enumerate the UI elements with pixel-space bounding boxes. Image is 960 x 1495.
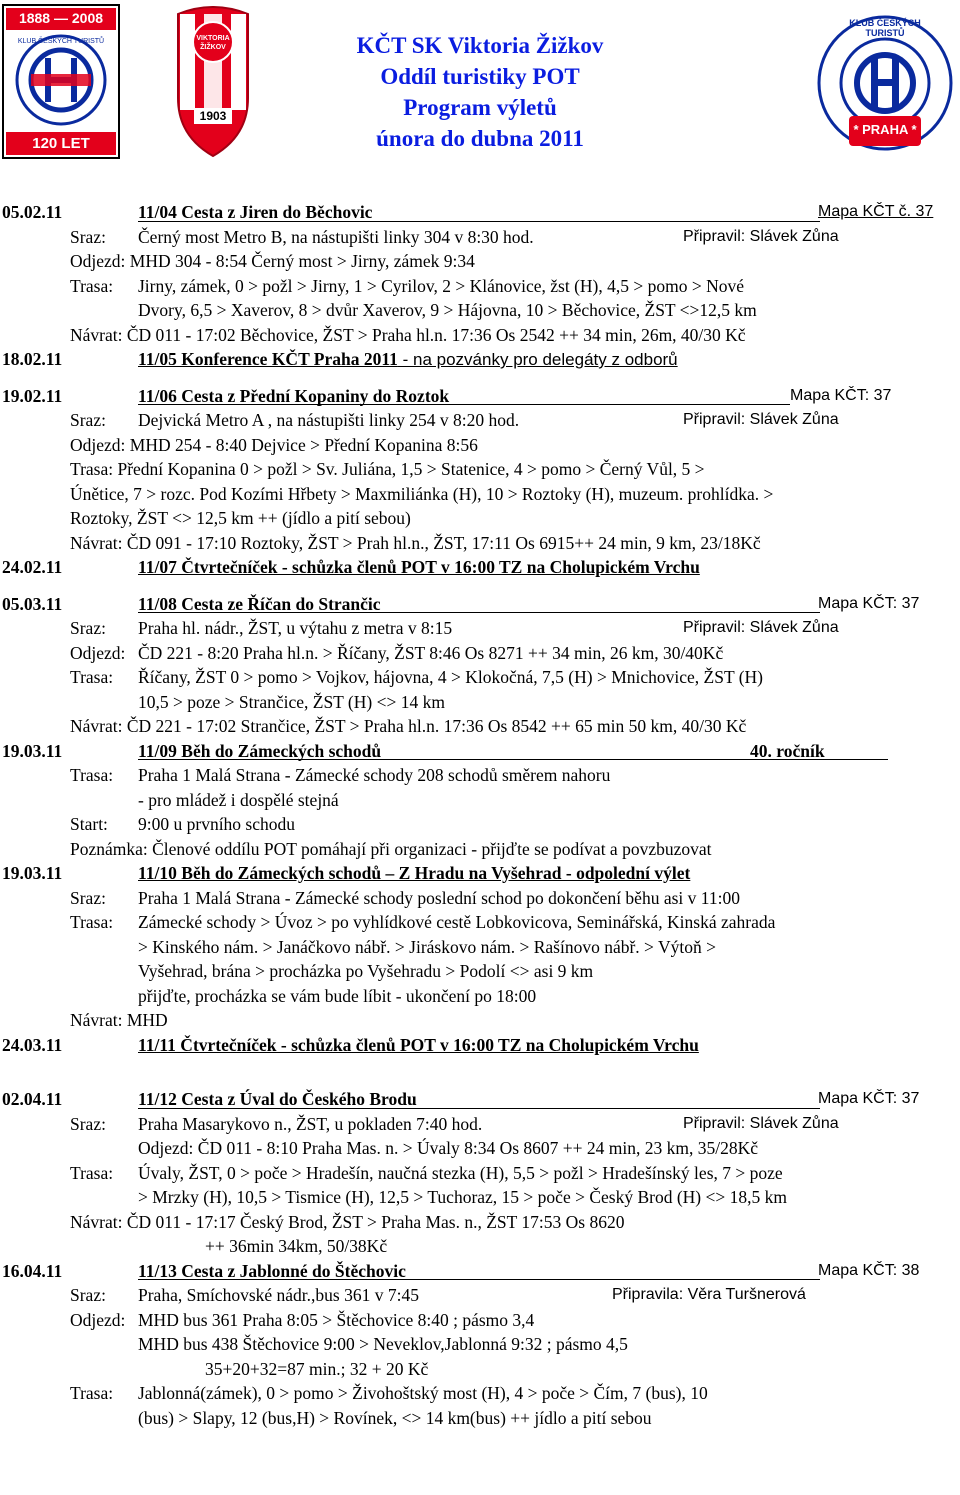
route-row — [0, 910, 960, 935]
route-row — [0, 763, 960, 788]
departure-text: 35+20+32=87 min.; 32 + 20 Kč — [205, 1358, 429, 1379]
header-club-name: KČT SK Viktoria Žižkov — [356, 33, 604, 58]
map-reference: Mapa KČT: 37 — [818, 594, 920, 612]
meeting-row — [0, 616, 960, 641]
return-row — [0, 1234, 960, 1259]
spacer — [0, 1057, 960, 1087]
prepared-by: Připravil: Slávek Zůna — [683, 227, 839, 245]
return-text: ++ 36min 34km, 50/38Kč — [205, 1236, 388, 1256]
trip-date: 18.02.11 — [2, 349, 63, 369]
route-row — [0, 1406, 960, 1431]
prepared-by: Připravil: Slávek Zůna — [683, 411, 839, 428]
meeting-place: Praha Masarykovo n., ŽST, u pokladen 7:40 hod. — [138, 1113, 483, 1134]
route-text: > Mrzky (H), 10,5 > Tismice (H), 12,5 > Tuchoraz, 15 > poče > Český Brod (H) <> 18,5 km — [138, 1187, 787, 1207]
trip-title-row — [0, 384, 960, 409]
route-row — [0, 788, 960, 813]
departure-row — [0, 433, 960, 458]
header-section-name: Oddíl turistiky POT — [380, 64, 580, 89]
note-row — [0, 837, 960, 862]
route-row — [0, 482, 960, 507]
return-row — [0, 1008, 960, 1033]
route-text: Úvaly, ŽST, 0 > poče > Hradešín, naučná stezka (H), 5,5 > požl > Hradešínský les, 7 > poze — [138, 1162, 783, 1183]
meeting-label: Sraz: — [70, 1113, 106, 1134]
return-text: Návrat: ČD 221 - 17:02 Strančice, ŽST > Praha hl.n. 17:36 Os 8542 ++ 65 min 50 km, 40/30 Kč — [70, 716, 747, 736]
return-text: Návrat: ČD 011 - 17:02 Běchovice, ŽST > Praha hl.n. 17:36 Os 2542 ++ 34 min, 26m, 40/30 Kč — [70, 324, 746, 345]
viktoria-zizkov-crest-logo — [170, 6, 256, 160]
prepared-by: Připravila: Věra Turšnerová — [612, 1286, 806, 1303]
trip-date: 05.03.11 — [2, 593, 63, 614]
route-row — [0, 1185, 960, 1210]
route-text: Roztoky, ŽST <> 12,5 km ++ (jídlo a pití sebou) — [70, 508, 411, 528]
start-label: Start: — [70, 814, 108, 834]
logo-club-text: KLUB ČESKÝCH TURISTŮ — [17, 38, 105, 45]
departure-row — [0, 1332, 960, 1357]
prepared-by: Připravil: Slávek Zůna — [683, 619, 839, 636]
departure-row — [0, 1357, 960, 1382]
logo-anniversary-text: 120 LET — [32, 135, 90, 152]
route-text: Praha 1 Malá Strana - Zámecké schody 208 schodů směrem nahoru — [138, 765, 611, 785]
route-row — [0, 506, 960, 531]
trip-title: 11/11 Čtvrtečníček - schůzka členů POT v 16:00 TZ na Cholupickém Vrchu — [138, 1034, 699, 1055]
departure-row — [0, 641, 960, 666]
route-label: Trasa: — [70, 1162, 114, 1183]
round-logo-club-text: KLUB ČESKÝCH TURISTŮ — [849, 18, 921, 38]
meeting-row — [0, 1283, 960, 1308]
route-label: Trasa: — [70, 912, 114, 932]
route-row — [0, 935, 960, 960]
meeting-place: Dejvická Metro A , na nástupišti linky 254 v 8:20 hod. — [138, 410, 520, 430]
return-row — [0, 323, 960, 348]
meeting-place: Praha, Smíchovské nádr.,bus 361 v 7:45 — [138, 1285, 419, 1305]
route-text: Vyšehrad, brána > procházka po Vyšehradu > Podolí <> asi 9 km — [138, 961, 594, 981]
departure-row — [0, 249, 960, 274]
round-logo-city-text: * PRAHA * — [853, 122, 917, 137]
departure-row — [0, 1136, 960, 1161]
trip-title: 11/09 Běh do Zámeckých schodů — [138, 740, 382, 761]
trip-title-row — [0, 555, 960, 580]
departure-text: MHD bus 361 Praha 8:05 > Štěchovice 8:40 ; pásmo 3,4 — [138, 1309, 535, 1330]
route-row — [0, 1381, 960, 1406]
trip-date: 24.02.11 — [2, 557, 63, 577]
departure-text: ČD 221 - 8:20 Praha hl.n. > Říčany, ŽST 8:46 Os 8271 ++ 34 min, 26 km, 30/40Kč — [138, 642, 724, 663]
trip-title-row — [0, 347, 960, 372]
route-label: Trasa: — [70, 1383, 114, 1403]
route-text: - pro mládež i dospělé stejná — [138, 789, 339, 810]
route-row — [0, 690, 960, 715]
meeting-place: Praha 1 Malá Strana - Zámecké schody poslední schod po dokončení běhu asi v 11:00 — [138, 887, 740, 908]
route-text: Jablonná(zámek), 0 > pomo > Živohoštský most (H), 4 > poče > Čím, 7 (bus), 10 — [138, 1383, 708, 1403]
header-title-block — [260, 30, 700, 154]
trip-title-row — [0, 592, 960, 617]
route-text: 10,5 > poze > Strančice, ŽST (H) <> 14 km — [138, 691, 445, 712]
start-text: 9:00 u prvního schodu — [138, 814, 296, 834]
return-text: Návrat: MHD — [70, 1010, 168, 1030]
trip-date: 02.04.11 — [2, 1089, 63, 1109]
note-text: Poznámka: Členové oddílu POT pomáhají při organizaci - přijďte se podívat a povzbuzovat — [70, 838, 712, 859]
meeting-label: Sraz: — [70, 1285, 106, 1305]
route-label: Trasa: — [70, 275, 114, 296]
crest-name-text: VIKTORIA ŽIŽKOV — [196, 35, 230, 51]
route-row — [0, 274, 960, 299]
departure-label: Odjezd: — [70, 642, 126, 663]
departure-text: MHD bus 438 Štěchovice 9:00 > Neveklov,Jablonná 9:32 ; pásmo 4,5 — [138, 1334, 628, 1354]
kct-praha-round-logo — [815, 4, 955, 162]
route-row — [0, 665, 960, 690]
meeting-row — [0, 886, 960, 911]
meeting-label: Sraz: — [70, 410, 106, 430]
return-text: Návrat: ČD 011 - 17:17 Český Brod, ŽST > Praha Mas. n., ŽST 17:53 Os 8620 — [70, 1211, 625, 1232]
route-text: Říčany, ŽST 0 > pomo > Vojkov, hájovna, 4 > Klokočná, 7,5 (H) > Mnichovice, ŽST (H) — [138, 667, 764, 687]
trip-title: 11/08 Cesta ze Říčan do Strančic — [138, 593, 381, 614]
trip-date: 19.03.11 — [2, 740, 63, 761]
trip-title: 11/10 Běh do Zámeckých schodů – Z Hradu na Vyšehrad - odpolední výlet — [138, 863, 691, 883]
route-row — [0, 959, 960, 984]
departure-text: Odjezd: ČD 011 - 8:10 Praha Mas. n. > Úvaly 8:34 Os 8607 ++ 24 min, 23 km, 35/28Kč — [138, 1138, 759, 1158]
route-label: Trasa: — [70, 765, 114, 785]
departure-text: Odjezd: MHD 304 - 8:54 Černý most > Jirny, zámek 9:34 — [70, 251, 475, 271]
trip-title: 11/06 Cesta z Přední Kopaniny do Roztok — [138, 385, 450, 406]
trip-date: 16.04.11 — [2, 1260, 63, 1281]
route-text: (bus) > Slapy, 12 (bus,H) > Rovínek, <> 14 km(bus) ++ jídlo a pití sebou — [138, 1407, 652, 1428]
return-row — [0, 531, 960, 556]
departure-label: Odjezd: — [70, 1309, 126, 1330]
return-row — [0, 1210, 960, 1235]
trip-title-row — [0, 861, 960, 886]
departure-row — [0, 1308, 960, 1333]
page-header — [0, 0, 960, 170]
logo-years-text: 1888 — 2008 — [18, 10, 104, 26]
trip-title-row — [0, 200, 960, 225]
trip-title — [138, 347, 678, 373]
trip-title-row — [0, 1087, 960, 1112]
trip-title: 11/04 Cesta z Jiren do Běchovic — [138, 202, 373, 222]
meeting-label: Sraz: — [70, 618, 106, 638]
spacer — [0, 372, 960, 384]
spacer — [0, 580, 960, 592]
route-row — [0, 457, 960, 482]
route-text: Jirny, zámek, 0 > požl > Jirny, 1 > Cyrilov, 2 > Klánovice, žst (H), 4,5 > pomo > Nové — [138, 275, 744, 296]
trip-title: 11/13 Cesta z Jablonné do Štěchovic — [138, 1260, 406, 1281]
map-reference: Mapa KČT: 37 — [790, 386, 892, 404]
departure-text: Odjezd: MHD 254 - 8:40 Dejvice > Přední Kopanina 8:56 — [70, 434, 478, 455]
meeting-label: Sraz: — [70, 226, 106, 247]
start-row — [0, 812, 960, 837]
trip-date: 19.02.11 — [2, 385, 63, 406]
prepared-by: Připravil: Slávek Zůna — [683, 1114, 839, 1132]
trip-title-note: - na pozvánky pro delegáty z odborů — [397, 350, 678, 369]
trip-date: 19.03.11 — [2, 863, 63, 883]
meeting-label: Sraz: — [70, 887, 106, 908]
trip-date: 05.02.11 — [2, 202, 63, 222]
route-text: Únětice, 7 > rozc. Pod Kozími Hřbety > Maxmiliánka (H), 10 > Roztoky (H), muzeum. prohlídka. > — [70, 483, 774, 504]
trip-title: 11/12 Cesta z Úval do Českého Brodu — [138, 1089, 417, 1109]
map-reference: Mapa KČT: 38 — [818, 1261, 920, 1279]
meeting-row — [0, 225, 960, 250]
map-reference: Mapa KČT: 37 — [818, 1090, 920, 1107]
header-program-title: Program výletů — [403, 95, 557, 120]
route-label: Trasa: — [70, 667, 114, 687]
meeting-row — [0, 1112, 960, 1137]
route-text: přijďte, procházka se vám bude líbit - ukončení po 18:00 — [138, 985, 537, 1006]
trip-title: 11/07 Čtvrtečníček - schůzka členů POT v 16:00 TZ na Cholupickém Vrchu — [138, 557, 700, 577]
header-period: února do dubna 2011 — [376, 126, 584, 151]
meeting-row — [0, 408, 960, 433]
trip-title-text: 11/05 Konference KČT Praha 2011 — [138, 349, 398, 369]
return-row — [0, 714, 960, 739]
route-row — [0, 298, 960, 323]
route-row — [0, 984, 960, 1009]
map-reference: Mapa KČT č. 37 — [818, 203, 934, 220]
meeting-place: Praha hl. nádr., ŽST, u výtahu z metra v 8:15 — [138, 618, 453, 638]
route-text: > Kinského nám. > Janáčkovo nábř. > Jiráskovo nám. > Rašínovo nábř. > Výtoň > — [138, 936, 716, 957]
route-text: Zámecké schody > Úvoz > po vyhlídkové cestě Lobkovicova, Seminářská, Kinská zahrada — [138, 912, 776, 932]
edition-label: 40. ročník — [750, 740, 825, 761]
meeting-place: Černý most Metro B, na nástupišti linky 304 v 8:30 hod. — [138, 226, 534, 247]
trip-title-row — [0, 1259, 960, 1284]
route-text: Trasa: Přední Kopanina 0 > požl > Sv. Juliána, 1,5 > Statenice, 4 > pomo > Černý Vůl, 5 > — [70, 459, 705, 479]
trip-program — [0, 200, 960, 1430]
return-text: Návrat: ČD 091 - 17:10 Roztoky, ŽST > Prah hl.n., ŽST, 17:11 Os 6915++ 24 min, 9 km, 23/18Kč — [70, 532, 761, 553]
trip-date: 24.03.11 — [2, 1034, 63, 1055]
kct-120-years-logo — [2, 4, 120, 159]
trip-title-row — [0, 1033, 960, 1058]
trip-title-row — [0, 739, 960, 764]
crest-year-text: 1903 — [199, 109, 227, 123]
route-row — [0, 1161, 960, 1186]
route-text: Dvory, 6,5 > Xaverov, 8 > dvůr Xaverov, 9 > Hájovna, 10 > Běchovice, ŽST <>12,5 km — [138, 300, 757, 320]
